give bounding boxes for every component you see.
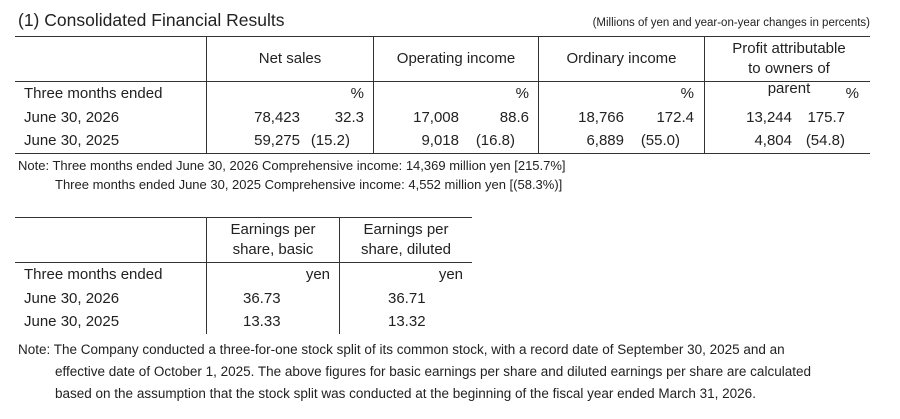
- comprehensive-income-note-1: Note: Three months ended June 30, 2026 Comprehensive income: 14,369 million yen [215.7%]: [18, 158, 566, 173]
- section-title: (1) Consolidated Financial Results: [18, 10, 285, 30]
- eps-diluted-value: 36.71: [388, 290, 426, 307]
- units-note: (Millions of yen and year-on-year changes in percents): [592, 17, 870, 29]
- yen-unit: yen: [438, 266, 463, 283]
- eps-col-divider: [339, 217, 340, 334]
- profit-pct: 175.7: [807, 109, 845, 126]
- pct-unit: %: [515, 85, 529, 102]
- yen-unit: yen: [305, 266, 330, 283]
- ordinary-income-pct: 172.4: [656, 109, 694, 126]
- header-eps-diluted: Earnings per share, diluted: [360, 221, 452, 258]
- unit-row-label: Three months ended: [24, 85, 163, 102]
- pct-unit: %: [845, 85, 859, 102]
- comprehensive-income-note-2: Three months ended June 30, 2025 Comprehensive income: 4,552 million yen [(58.3%)]: [55, 177, 563, 192]
- header-profit: Profit attributable to owners of parent: [732, 40, 846, 97]
- pct-unit: %: [680, 85, 694, 102]
- pct-unit: %: [350, 85, 364, 102]
- operating-income-pct: 88.6: [499, 109, 529, 126]
- stock-split-note-3: based on the assumption that the stock split was conducted at the beginning of the fiscal year ended March 31, 2026.: [55, 386, 756, 401]
- profit-pct: (54.8): [805, 132, 845, 149]
- net-sales-pct: 32.3: [334, 109, 364, 126]
- header-operating-income: Operating income: [396, 50, 516, 67]
- header-ordinary-income: Ordinary income: [566, 50, 677, 67]
- eps-table-top-border: [15, 217, 472, 218]
- header-eps-basic: Earnings per share, basic: [230, 221, 316, 258]
- results-table-bottom-border: [15, 153, 870, 154]
- stock-split-note-2: effective date of October 1, 2025. The above figures for basic earnings per share and diluted earnings per share are calculated: [55, 364, 811, 379]
- net-sales-value: 59,275: [254, 132, 300, 149]
- row-label: June 30, 2026: [24, 290, 120, 307]
- unit-row-label: Three months ended: [24, 266, 163, 283]
- eps-basic-value: 36.73: [243, 290, 281, 307]
- operating-income-value: 9,018: [421, 132, 459, 149]
- row-label: June 30, 2026: [24, 109, 120, 126]
- net-sales-value: 78,423: [254, 109, 300, 126]
- stock-split-note-1: Note: The Company conducted a three-for-one stock split of its common stock, with a record date of September 30, 2025 and an: [18, 342, 785, 357]
- profit-value: 13,244: [746, 109, 792, 126]
- operating-income-value: 17,008: [413, 109, 459, 126]
- operating-income-pct: (16.8): [475, 132, 515, 149]
- row-label: June 30, 2025: [24, 313, 120, 330]
- results-col-divider: [704, 36, 705, 153]
- results-table-top-border: [15, 36, 870, 37]
- eps-table-header-border: [15, 262, 472, 263]
- ordinary-income-value: 6,889: [586, 132, 624, 149]
- profit-value: 4,804: [754, 132, 792, 149]
- net-sales-pct: (15.2): [310, 132, 350, 149]
- eps-diluted-value: 13.32: [388, 313, 426, 330]
- header-net-sales: Net sales: [258, 50, 322, 67]
- ordinary-income-value: 18,766: [578, 109, 624, 126]
- row-label: June 30, 2025: [24, 132, 120, 149]
- eps-basic-value: 13.33: [243, 313, 281, 330]
- ordinary-income-pct: (55.0): [640, 132, 680, 149]
- eps-col-divider: [206, 217, 207, 334]
